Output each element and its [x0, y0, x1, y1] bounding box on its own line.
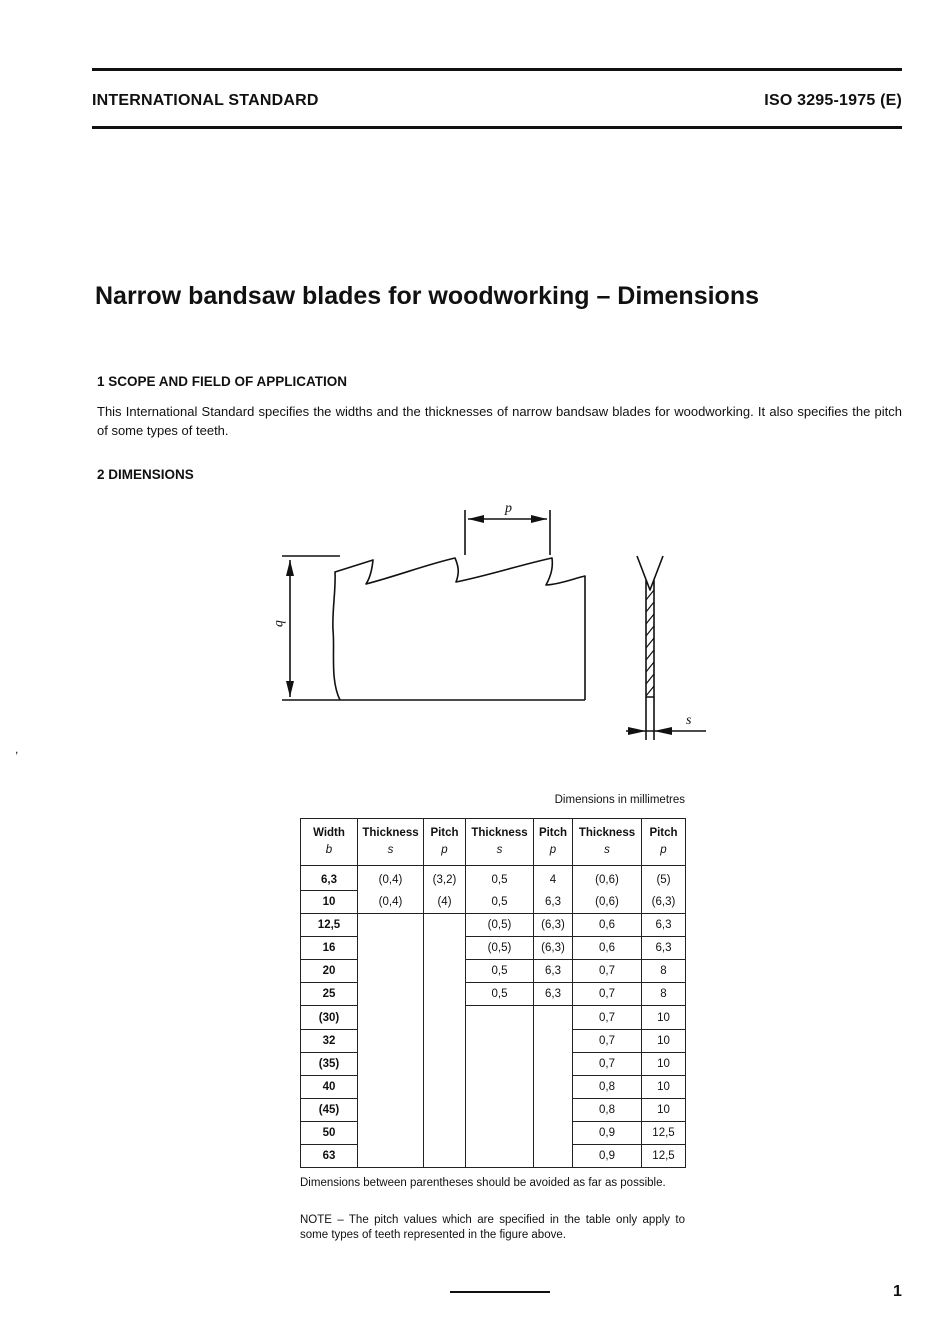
page-number: 1: [893, 1283, 902, 1300]
table-cell: 6,3: [642, 937, 686, 960]
table-header-row: [301, 819, 686, 866]
table-cell: 10: [642, 1052, 686, 1075]
width-cell: (35): [301, 1052, 358, 1075]
parentheses-note: Dimensions between parentheses should be avoided as far as possible.: [300, 1177, 666, 1189]
header-pitch-2: Pitch p: [534, 819, 573, 866]
table-cell: [466, 1006, 534, 1029]
width-cell: 12,5: [301, 914, 358, 937]
width-cell: 40: [301, 1075, 358, 1098]
table-cell: [466, 1052, 534, 1075]
s-arrow-right: [654, 727, 672, 735]
width-cell: (30): [301, 1006, 358, 1029]
table-cell: 12,5: [642, 1145, 686, 1168]
header-bottom-rule: [92, 126, 902, 129]
stray-mark: ,: [15, 742, 19, 756]
header-pitch-3: Pitch p: [642, 819, 686, 866]
blade-side-hatching: [646, 590, 654, 696]
blade-side-view: [637, 556, 663, 697]
table-cell: 10: [642, 1098, 686, 1121]
header-standard-label: INTERNATIONAL STANDARD: [92, 92, 319, 109]
table-cell: [358, 1075, 424, 1098]
width-cell: 10: [301, 891, 358, 914]
table-cell: (6,3): [534, 937, 573, 960]
b-arrow-bottom: [286, 681, 294, 697]
table-cell: [424, 1098, 466, 1121]
section-1-heading: 1 SCOPE AND FIELD OF APPLICATION: [97, 374, 348, 389]
table-cell: 0,9: [573, 1121, 642, 1144]
table-cell: [534, 1121, 573, 1144]
table-cell: (0,4): [358, 891, 424, 914]
table-cell: [466, 1145, 534, 1168]
width-cell: 25: [301, 983, 358, 1006]
width-cell: (45): [301, 1098, 358, 1121]
table-cell: (6,3): [642, 891, 686, 914]
table-cell: 0,9: [573, 1145, 642, 1168]
table-cell: (4): [424, 891, 466, 914]
b-label: b: [272, 620, 287, 627]
table-row: [301, 914, 686, 937]
footer-rule: [450, 1291, 550, 1293]
table-cell: [424, 937, 466, 960]
table-row: [301, 960, 686, 983]
table-cell: 0,8: [573, 1098, 642, 1121]
table-cell: [424, 983, 466, 1006]
table-cell: [424, 1145, 466, 1168]
dimensions-table: [300, 818, 686, 1168]
table-cell: [534, 1029, 573, 1052]
p-arrow-left: [468, 515, 484, 523]
table-cell: [424, 1029, 466, 1052]
header-thickness-2: Thickness s: [466, 819, 534, 866]
width-cell: 16: [301, 937, 358, 960]
p-label: p: [505, 501, 512, 516]
s-arrow-left: [628, 727, 646, 735]
table-cell: 8: [642, 983, 686, 1006]
table-cell: [358, 1052, 424, 1075]
table-cell: [358, 960, 424, 983]
table-cell: [358, 1006, 424, 1029]
table-cell: 6,3: [642, 914, 686, 937]
width-cell: 6,3: [301, 866, 358, 891]
table-cell: [424, 1052, 466, 1075]
header-thickness-3: Thickness s: [573, 819, 642, 866]
table-cell: 10: [642, 1029, 686, 1052]
table-cell: (0,5): [466, 937, 534, 960]
table-cell: [424, 914, 466, 937]
bandsaw-blade-figure: [270, 500, 720, 745]
table-cell: 0,5: [466, 891, 534, 914]
table-cell: 6,3: [534, 960, 573, 983]
table-cell: 12,5: [642, 1121, 686, 1144]
table-cell: [424, 1006, 466, 1029]
table-cell: 0,7: [573, 983, 642, 1006]
table-cell: 10: [642, 1075, 686, 1098]
table-cell: [534, 1098, 573, 1121]
table-row: [301, 1006, 686, 1029]
table-cell: (0,4): [358, 866, 424, 891]
table-units-caption: Dimensions in millimetres: [554, 794, 685, 806]
table-cell: [358, 983, 424, 1006]
pitch-note: NOTE – The pitch values which are specified in the table only apply to some types of teeth represented in the figure above.: [300, 1214, 685, 1241]
table-cell: 8: [642, 960, 686, 983]
table-cell: 0,6: [573, 937, 642, 960]
table-cell: [424, 960, 466, 983]
table-cell: 0,6: [573, 914, 642, 937]
table-cell: 0,8: [573, 1075, 642, 1098]
s-label: s: [686, 713, 692, 728]
table-row: [301, 1029, 686, 1052]
table-row: [301, 1121, 686, 1144]
blade-outline: [333, 558, 585, 700]
table-cell: 6,3: [534, 891, 573, 914]
table-cell: [358, 914, 424, 937]
page-title: Narrow bandsaw blades for woodworking – Dimensions: [95, 282, 760, 310]
table-cell: (6,3): [534, 914, 573, 937]
section-2-heading: 2 DIMENSIONS: [97, 467, 194, 482]
table-cell: 0,5: [466, 983, 534, 1006]
table-cell: [424, 1075, 466, 1098]
p-arrow-right: [531, 515, 547, 523]
table-row: [301, 937, 686, 960]
table-cell: [534, 1052, 573, 1075]
table-cell: [358, 1029, 424, 1052]
header-thickness-1: Thickness s: [358, 819, 424, 866]
table-cell: [534, 1145, 573, 1168]
table-cell: 0,5: [466, 960, 534, 983]
table-cell: (0,6): [573, 866, 642, 891]
table-cell: 0,7: [573, 960, 642, 983]
table-cell: 4: [534, 866, 573, 891]
table-row: [301, 1098, 686, 1121]
width-cell: 32: [301, 1029, 358, 1052]
width-cell: 63: [301, 1145, 358, 1168]
table-cell: [466, 1098, 534, 1121]
table-row: [301, 866, 686, 891]
table-cell: (5): [642, 866, 686, 891]
table-cell: [358, 1098, 424, 1121]
table-cell: 0,7: [573, 1052, 642, 1075]
table-cell: 6,3: [534, 983, 573, 1006]
width-cell: 20: [301, 960, 358, 983]
table-cell: [466, 1075, 534, 1098]
table-cell: [358, 1121, 424, 1144]
table-row: [301, 983, 686, 1006]
table-cell: [424, 1121, 466, 1144]
b-arrow-top: [286, 560, 294, 576]
table-row: [301, 1145, 686, 1168]
table-cell: [358, 937, 424, 960]
header-pitch-1: Pitch p: [424, 819, 466, 866]
table-cell: 0,7: [573, 1006, 642, 1029]
table-row: [301, 1052, 686, 1075]
table-cell: [466, 1121, 534, 1144]
table-row: [301, 891, 686, 914]
table-body: [301, 866, 686, 1168]
table-cell: [534, 1075, 573, 1098]
table-cell: (0,6): [573, 891, 642, 914]
header-iso-number: ISO 3295-1975 (E): [764, 92, 902, 109]
table-cell: (0,5): [466, 914, 534, 937]
width-cell: 50: [301, 1121, 358, 1144]
table-cell: 10: [642, 1006, 686, 1029]
table-cell: (3,2): [424, 866, 466, 891]
table-cell: 0,7: [573, 1029, 642, 1052]
top-rule: [92, 68, 902, 71]
table-cell: [534, 1006, 573, 1029]
table-cell: 0,5: [466, 866, 534, 891]
table-row: [301, 1075, 686, 1098]
table-cell: [358, 1145, 424, 1168]
section-1-text: This International Standard specifies the widths and the thicknesses of narrow bandsaw blades for woodworking. It also specifies the pitch of some types of teeth.: [97, 404, 902, 438]
table-cell: [466, 1029, 534, 1052]
header-width: Width b: [301, 819, 358, 866]
